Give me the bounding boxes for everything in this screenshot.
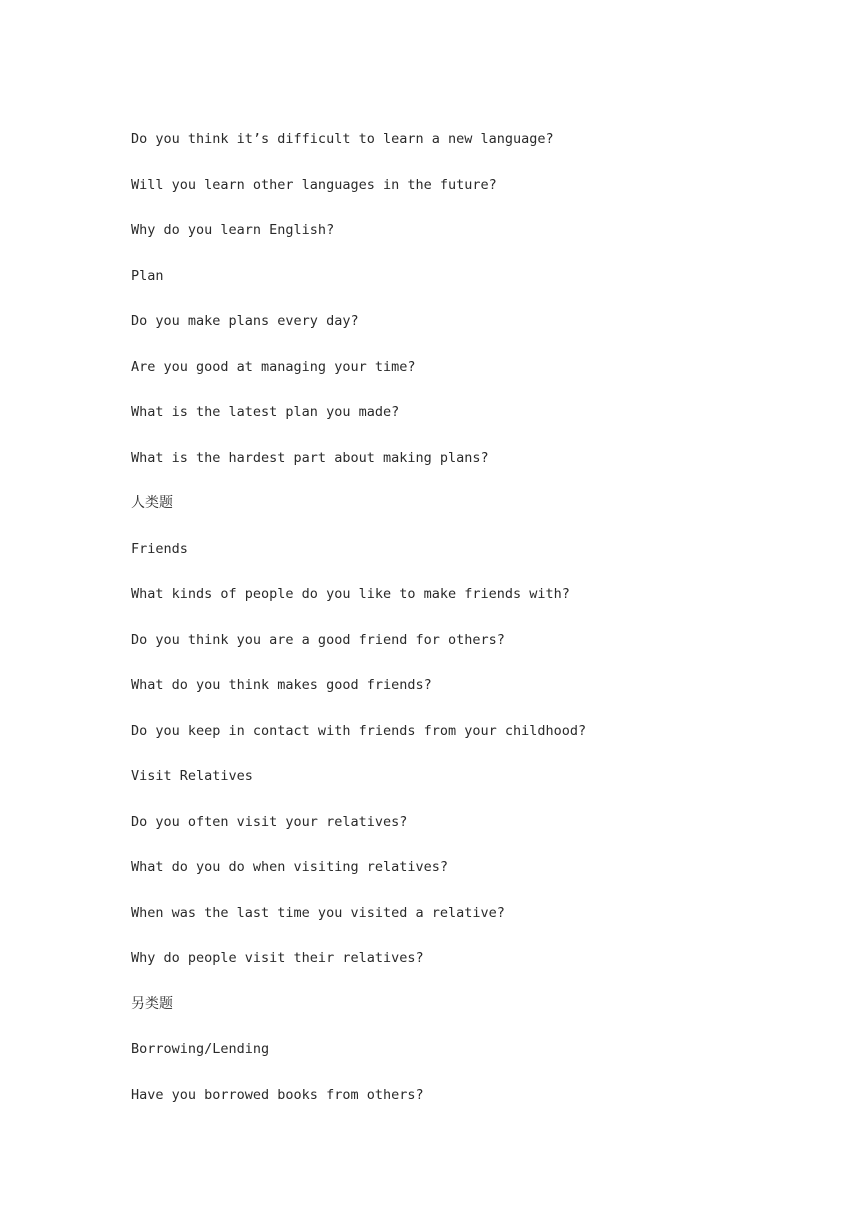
topic-heading: Friends: [131, 540, 188, 557]
question-text: Why do people visit their relatives?: [131, 950, 424, 966]
question-text: Do you make plans every day?: [131, 313, 359, 329]
question-text: What is the latest plan you made?: [131, 404, 400, 420]
question-text: What kinds of people do you like to make friends with?: [131, 586, 570, 602]
question-text: What is the hardest part about making plans?: [131, 449, 489, 466]
question-text: Do you often visit your relatives?: [131, 813, 408, 830]
question-text: Do you keep in contact with friends from your childhood?: [131, 722, 587, 739]
question-text: What do you do when visiting relatives?: [131, 859, 448, 875]
question-text: When was the last time you visited a relative?: [131, 904, 505, 921]
question-text: Will you learn other languages in the future?: [131, 176, 497, 193]
category-heading: 另类题: [131, 995, 173, 1012]
topic-heading: Plan: [131, 267, 164, 284]
question-text: Why do you learn English?: [131, 222, 335, 238]
category-heading: 人类题: [131, 495, 173, 511]
question-text: Are you good at managing your time?: [131, 358, 416, 375]
topic-heading: Borrowing/Lending: [131, 1041, 270, 1057]
question-text: Do you think it’s difficult to learn a new language?: [131, 131, 554, 147]
question-text: Have you borrowed books from others?: [131, 1086, 424, 1103]
question-text: Do you think you are a good friend for others?: [131, 631, 505, 648]
question-text: What do you think makes good friends?: [131, 677, 432, 693]
question-list: [131, 127, 586, 1128]
topic-heading: Visit Relatives: [131, 768, 253, 784]
